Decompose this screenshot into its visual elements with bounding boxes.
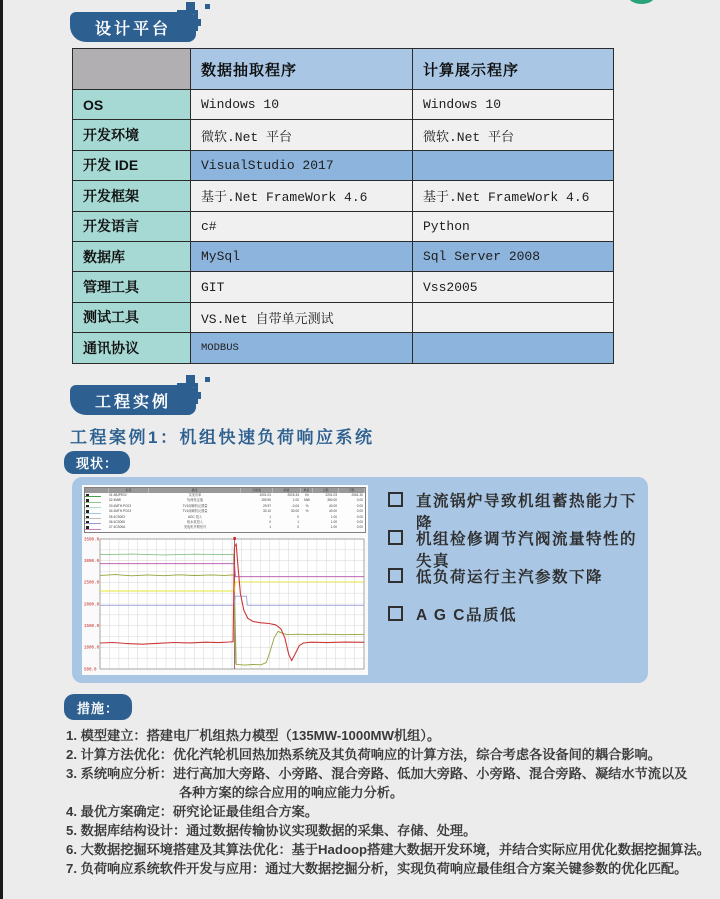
trend-legend-cell: 发电机并网信号: [183, 525, 207, 530]
trend-legend-cell: 29.97: [263, 503, 271, 508]
trend-legend-color-swatch: [85, 499, 109, 503]
trend-legend-cell: %: [305, 509, 309, 514]
status-bullet-item: [388, 489, 638, 532]
status-bullet-text: 直流锅炉导致机组蓄热能力下降: [416, 493, 638, 532]
trend-legend-cell: 0.00: [356, 509, 363, 514]
table-cell-value: Sql Server 2008: [413, 242, 614, 272]
measure-item: 6. 大数据挖掘环境搭建及其算法优化：基于Hadoop搭建大数据开发环境，并结合实际应用优化数据挖掘算法。: [66, 842, 710, 857]
trend-y-tick-label: 500.0: [84, 668, 97, 673]
trend-legend-cell: 1.00: [330, 514, 337, 519]
trend-legend-cell: 2015.34: [287, 493, 299, 497]
square-bullet-icon: [388, 530, 403, 545]
table-row-label: 开发框架: [73, 181, 191, 211]
trend-legend-cell: 350.00: [327, 498, 337, 503]
table-cell-value: 基于.Net FrameWork 4.6: [413, 181, 614, 211]
status-bullet-list: [388, 489, 638, 641]
table-cell-value: Vss2005: [413, 272, 614, 302]
trend-legend-cell: MW: [304, 498, 310, 503]
status-label-badge: [64, 451, 130, 474]
trend-legend-cell: 1.00: [292, 498, 299, 503]
trend-legend-header-cell: 当前值: [241, 488, 273, 493]
pixel-square: [194, 19, 201, 26]
pixel-squares-icon: [177, 375, 213, 407]
trend-legend-color-swatch: [85, 505, 109, 509]
trend-legend-cell: 负荷设定值: [187, 498, 203, 503]
measure-item: 各种方案的综合应用的响应能力分析。: [179, 785, 404, 800]
trend-legend-cell: 给水泵投入: [187, 519, 203, 524]
trend-legend-cell: 2061.30: [351, 493, 363, 497]
trend-legend-header-cell: 下限: [339, 488, 365, 493]
trend-legend-cell: %: [305, 503, 309, 508]
square-bullet-icon: [388, 492, 403, 507]
table-cell-value: Windows 10: [191, 90, 413, 120]
table-row-label: OS: [73, 90, 191, 120]
status-bullet-item: [388, 527, 638, 570]
table-cell-value: [413, 333, 614, 363]
trend-legend-cell: 01 4BJPE02: [109, 493, 127, 497]
measure-item: 2. 计算方法优化：优化汽轮机回热加热系统及其负荷响应的计算方法，综合考虑各设备间的耦合影响。: [66, 747, 661, 762]
table-row-label: 通讯协议: [73, 333, 191, 363]
trend-legend-header-cell: 单位: [301, 488, 313, 493]
table-cell-value: 基于.Net FrameWork 4.6: [191, 181, 413, 211]
table-cell-value: [413, 303, 614, 333]
green-circle-decoration: [627, 0, 656, 4]
status-bullet-item: [388, 603, 638, 641]
trend-legend-cell: TV1阀调机反馈量: [182, 509, 208, 514]
trend-legend-cell: 30.10: [263, 509, 271, 514]
trend-legend-cell: 0: [297, 514, 299, 519]
trend-legend-cell: 1.00: [330, 519, 337, 524]
trend-legend-cell: 03 4MTH.PC03: [109, 503, 131, 508]
pixel-square: [205, 377, 210, 382]
trend-legend-cell: 0: [297, 525, 299, 530]
trend-legend-cell: 159.90: [261, 498, 271, 503]
pixel-square: [186, 375, 195, 384]
pixel-square: [205, 4, 210, 9]
trend-legend-header-cell: 标签: [109, 488, 149, 493]
trend-legend-table: [84, 487, 366, 533]
status-label: 现状：: [75, 456, 118, 471]
table-row-label: 开发环境: [73, 120, 191, 150]
status-bullet-text: 机组检修调节汽阀流量特性的失真: [416, 531, 638, 570]
table-row-label: 测试工具: [73, 303, 191, 333]
pixel-squares-icon: [177, 2, 213, 34]
trend-legend-color-swatch: [85, 494, 109, 498]
section-badge-label: 设计平台: [94, 20, 171, 38]
trend-legend-cell: -0.04: [291, 503, 299, 508]
table-column-header: 数据抽取程序: [191, 49, 413, 90]
pixel-square: [186, 2, 195, 11]
measure-item: 3. 系统响应分析：进行高加大旁路、小旁路、混合旁路、低加大旁路、小旁路、混合旁路、凝结水节流以及: [66, 766, 688, 781]
measure-item: 5. 数据库结构设计：通过数据传输协议实现数据的采集、存储、处理。: [66, 823, 477, 838]
table-cell-value: VS.Net 自带单元测试: [191, 303, 413, 333]
status-panel: [72, 477, 648, 683]
left-edge-stripe: [0, 0, 3, 899]
trend-legend-cell: 2201.03: [325, 493, 337, 497]
trend-legend-color-swatch: [85, 521, 109, 525]
trend-legend-cell: TV1阀调机反馈量: [182, 503, 208, 508]
trend-legend-color-swatch: [85, 516, 109, 520]
trend-legend-header-cell: 上限: [313, 488, 339, 493]
measures-label: 措施：: [76, 700, 119, 716]
trend-legend-cell: 0: [269, 519, 271, 524]
measures-label-badge: [64, 694, 132, 720]
table-cell-value: MySql: [191, 242, 413, 272]
trend-plot: [83, 537, 366, 673]
status-bullet-item: [388, 565, 638, 603]
case-title: 工程案例1：机组快速负荷响应系统: [70, 428, 375, 447]
trend-legend-cell: 02 4MW: [109, 498, 121, 503]
trend-y-tick-label: 3500.0: [84, 538, 100, 543]
trend-legend-header-cell: 描述: [149, 488, 241, 493]
trend-legend-cell: 0.00: [356, 503, 363, 508]
trend-legend-cell: 04 4MTH.PC03: [109, 509, 131, 514]
trend-y-tick-label: 1500.0: [84, 625, 100, 630]
measure-item: 7. 负荷响应系统软件开发与应用：通过大数据挖掘分析，实现负荷响应最佳组合方案关键参数的优化匹配。: [66, 861, 688, 876]
trend-legend-cell: 1.00: [330, 525, 337, 530]
measure-item: 4. 最优方案确定：研究论证最佳组合方案。: [66, 804, 319, 819]
trend-legend-cell: 05 4CS003: [109, 514, 125, 519]
trend-legend-cell: 1: [269, 525, 271, 530]
measure-item: 1. 模型建立：搭建电厂机组热力模型（135MW-1000MW机组）。: [66, 728, 441, 743]
trend-legend-cell: 0.00: [356, 519, 363, 524]
trend-legend-header-cell: 前值: [273, 488, 301, 493]
table-row-label: 管理工具: [73, 272, 191, 302]
trend-legend-cell: 0.00: [356, 498, 363, 503]
pixel-square: [194, 392, 201, 399]
measures-list: [66, 726, 710, 878]
table-row-label: 开发语言: [73, 212, 191, 242]
trend-legend-header-cell: [85, 488, 109, 493]
table-cell-value: MODBUS: [191, 333, 413, 363]
trend-legend-cell: 1: [297, 519, 299, 524]
trend-y-tick-label: 1000.0: [84, 646, 100, 651]
trend-legend-cell: 30.00: [291, 509, 299, 514]
trend-legend-cell: 40.00: [329, 503, 337, 508]
section-badge-label: 工程实例: [94, 393, 171, 411]
trend-cursor-marker: [233, 537, 235, 540]
table-column-header: 计算展示程序: [413, 49, 614, 90]
table-cell-value: 微软.Net 平台: [413, 120, 614, 150]
table-cell-value: 微软.Net 平台: [191, 120, 413, 150]
table-corner-cell: [73, 49, 191, 90]
square-bullet-icon: [388, 568, 403, 583]
status-bullet-text: 低负荷运行主汽参数下降: [416, 569, 604, 586]
trend-legend-cell: 0.00: [356, 525, 363, 530]
trend-legend-cell: AGC 投入: [187, 514, 203, 519]
trend-legend-cell: 1: [269, 514, 271, 519]
trend-y-tick-label: 3000.0: [84, 560, 100, 565]
trend-legend-cell: 1001.01: [259, 493, 271, 497]
trend-legend-row: [85, 525, 365, 530]
table-cell-value: [413, 151, 614, 181]
trend-chart-screenshot: [82, 485, 368, 675]
trend-y-tick-label: 2000.0: [84, 603, 100, 608]
table-cell-value: GIT: [191, 272, 413, 302]
trend-legend-cell: 实发功率: [188, 493, 202, 497]
trend-legend-color-swatch: [85, 526, 109, 530]
status-bullet-text: A G C品质低: [416, 607, 517, 624]
trend-legend-cell: 0.00: [356, 514, 363, 519]
trend-legend-cell: t/h: [305, 493, 309, 497]
trend-legend-cell: 40.00: [329, 509, 337, 514]
table-cell-value: Python: [413, 212, 614, 242]
square-bullet-icon: [388, 606, 403, 621]
table-cell-value: Windows 10: [413, 90, 614, 120]
trend-legend-cell: 07 4CS00A: [109, 525, 126, 530]
table-row-label: 数据库: [73, 242, 191, 272]
table-row-label: 开发 IDE: [73, 151, 191, 181]
trend-legend-color-swatch: [85, 510, 109, 514]
table-cell-value: c#: [191, 212, 413, 242]
trend-legend-cell: 06 4CS006: [109, 519, 125, 524]
design-platform-table: [72, 48, 614, 364]
table-cell-value: VisualStudio 2017: [191, 151, 413, 181]
trend-y-tick-label: 2500.0: [84, 581, 100, 586]
